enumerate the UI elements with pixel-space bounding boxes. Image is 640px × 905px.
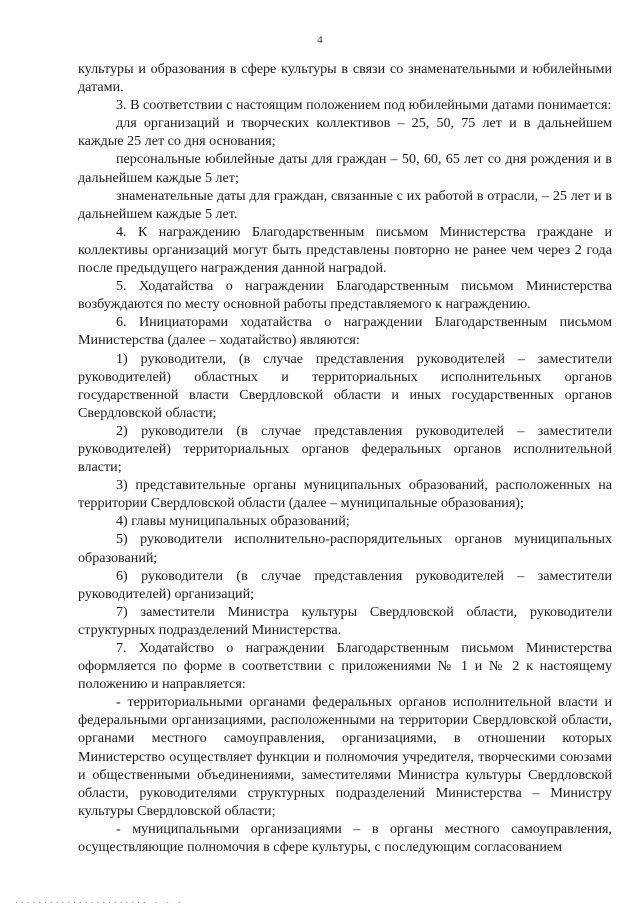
page-number: 4	[317, 34, 323, 46]
paragraph: 5. Ходатайства о награждении Благодарственным письмом Министерства возбуждаются по месту основной работы представляемого к награждению.	[78, 278, 612, 313]
paragraph: для организаций и творческих коллективов – 25, 50, 75 лет и в дальнейшем каждые 25 лет со дня основания;	[78, 115, 612, 150]
paragraph: - территориальными органами федеральных органов исполнительной власти и федеральными организациями, расположенными на территории Свердловской области, органами местного самоуправления, организациями, в отношении которых Министерство осуществляет функции и полномочия учредителя, творческими союзами и общественными объединениями, заместителями Министра культуры Свердловской области, руководителями структурных подразделений Министерства – Министру культуры Свердловской области;	[78, 694, 612, 819]
paragraph: 5) руководители исполнительно-распорядительных органов муниципальных образований;	[78, 531, 612, 566]
paragraph: знаменательные даты для граждан, связанные с их работой в отрасли, – 25 лет и в дальнейшем каждые 5 лет.	[78, 187, 612, 222]
paragraph: 6. Инициаторами ходатайства о награждении Благодарственным письмом Министерства (далее – ходатайство) являются:	[78, 314, 612, 349]
paragraph: 2) руководители (в случае представления руководителей – заместители руководителей) территориальных органов федеральных органов исполнительной власти;	[78, 422, 612, 476]
paragraph: 4. К награждению Благодарственным письмом Министерства граждане и коллективы организаций могут быть представлены повторно не ранее чем через 2 года после предыдущего награждения данной наградой.	[78, 223, 612, 277]
paragraph: 7) заместители Министра культуры Свердловской области, руководители структурных подразделений Министерства.	[78, 603, 612, 638]
paragraph: 7. Ходатайство о награждении Благодарственным письмом Министерства оформляется по форме в соответствии с приложениями № 1 и № 2 к настоящему положению и направляется:	[78, 640, 612, 693]
paragraph: культуры и образования в сфере культуры в связи со знаменательными и юбилейными датами.	[78, 61, 612, 96]
paragraph: - муниципальными организациями – в органы местного самоуправления, осуществляющие полномочия в сфере культуры, с последующим согласованием	[78, 820, 612, 856]
paragraph: 4) главы муниципальных образований;	[116, 513, 350, 530]
paragraph: 6) руководители (в случае представления руководителей – заместители руководителей) организаций;	[78, 567, 612, 602]
paragraph: 1) руководители, (в случае представления руководителей – заместители руководителей) областных и территориальных исполнительных органов государственной власти Свердловской области и иных государственных органов Свердловской области;	[78, 350, 612, 421]
paragraph: 3) представительные органы муниципальных образований, расположенных на территории Свердловской области (далее – муниципальные образования);	[78, 477, 612, 512]
paragraph: персональные юбилейные даты для граждан – 50, 60, 65 лет со дня рождения и в дальнейшем каждые 5 лет;	[78, 151, 612, 186]
document-body	[78, 60, 612, 856]
paragraph: 3. В соответствии с настоящим положением под юбилейными датами понимается:	[116, 97, 612, 114]
scan-edge-artifact: ....................... . . .	[14, 896, 183, 905]
